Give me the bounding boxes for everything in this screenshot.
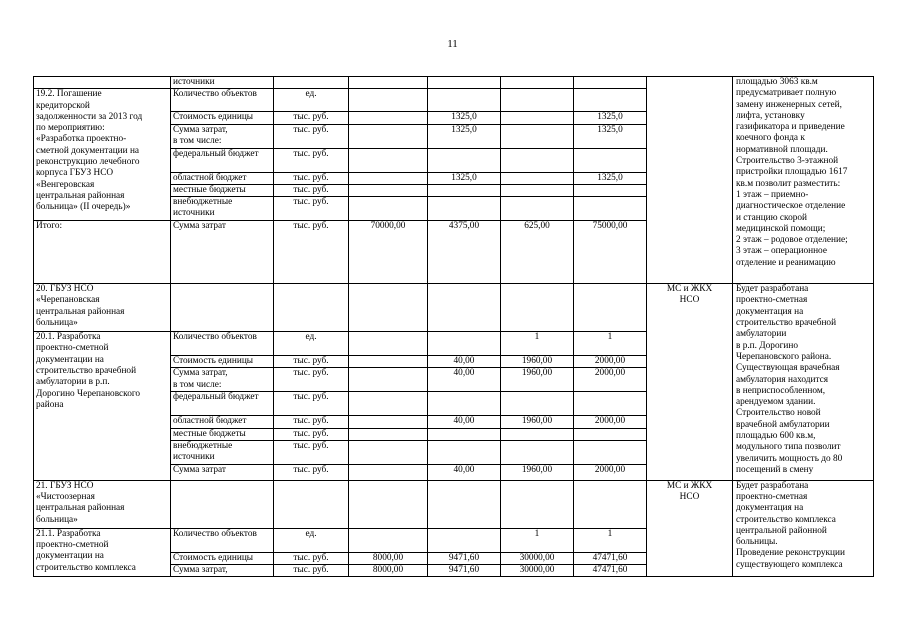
value-cell: 1960,00 xyxy=(501,416,574,428)
value-cell: 1 xyxy=(501,332,574,356)
value-cell: 4375,00 xyxy=(428,221,501,284)
unit-cell: тыс. руб. xyxy=(274,368,349,392)
value-cell: 47471,60 xyxy=(574,552,647,564)
indicator-cell: Сумма затрат, в том числе: xyxy=(171,368,274,392)
value-cell: 2000,00 xyxy=(574,368,647,392)
value-cell: 625,00 xyxy=(501,221,574,284)
value-cell xyxy=(349,480,428,528)
value-cell xyxy=(428,528,501,552)
value-cell xyxy=(349,428,428,440)
table-body xyxy=(34,77,874,577)
value-cell xyxy=(574,89,647,112)
value-cell: 70000,00 xyxy=(349,221,428,284)
executor-cell xyxy=(647,77,733,284)
indicator-cell: Сумма затрат xyxy=(171,221,274,284)
value-cell: 1960,00 xyxy=(501,464,574,480)
indicator-cell: федеральный бюджет xyxy=(171,392,274,416)
value-cell xyxy=(349,528,428,552)
indicator-cell: Количество объектов xyxy=(171,89,274,112)
value-cell: 9471,60 xyxy=(428,564,501,576)
indicator-cell: внебюджетные источники xyxy=(171,197,274,221)
unit-cell: тыс. руб. xyxy=(274,416,349,428)
value-cell: 8000,00 xyxy=(349,564,428,576)
indicator-cell: местные бюджеты xyxy=(171,428,274,440)
unit-cell: тыс. руб. xyxy=(274,441,349,465)
value-cell: 40,00 xyxy=(428,368,501,392)
unit-cell: тыс. руб. xyxy=(274,124,349,148)
description-cell: Будет разработана проектно-сметная документация на строительство врачебной амбулатории в р.п. Дорогино Черепановского района. Существующая врачебная амбулатория находится в неприспособленном, арендуемом здании. Строительство новой врачебной амбулатории площадью 600 кв.м, модульного типа позволит увеличить мощность до 80 посещений в смену xyxy=(733,284,874,480)
unit-cell xyxy=(274,480,349,528)
value-cell xyxy=(501,197,574,221)
description-cell: Будет разработана проектно-сметная документация на строительство комплекса центральной районной больницы. Проведение реконструкции существующего комплекса xyxy=(733,480,874,577)
value-cell xyxy=(349,124,428,148)
value-cell: 1960,00 xyxy=(501,356,574,368)
value-cell xyxy=(501,89,574,112)
value-cell xyxy=(574,77,647,89)
indicator-cell: Стоимость единицы xyxy=(171,552,274,564)
unit-cell: тыс. руб. xyxy=(274,184,349,196)
indicator-cell: Стоимость единицы xyxy=(171,112,274,124)
table-row xyxy=(34,77,874,89)
value-cell: 40,00 xyxy=(428,416,501,428)
indicator-cell: Сумма затрат, в том числе: xyxy=(171,124,274,148)
value-cell xyxy=(349,356,428,368)
value-cell xyxy=(428,441,501,465)
program-table xyxy=(33,76,874,577)
value-cell: 1 xyxy=(574,528,647,552)
unit-cell: ед. xyxy=(274,89,349,112)
unit-cell xyxy=(274,284,349,332)
unit-cell: ед. xyxy=(274,332,349,356)
value-cell: 1960,00 xyxy=(501,368,574,392)
value-cell xyxy=(428,480,501,528)
value-cell: 1325,0 xyxy=(574,112,647,124)
value-cell xyxy=(501,480,574,528)
value-cell xyxy=(349,284,428,332)
executor-cell: МС и ЖКХ НСО xyxy=(647,480,733,577)
value-cell xyxy=(349,77,428,89)
value-cell xyxy=(428,197,501,221)
indicator-cell xyxy=(171,480,274,528)
value-cell: 47471,60 xyxy=(574,564,647,576)
value-cell xyxy=(349,392,428,416)
indicator-cell: источники xyxy=(171,77,274,89)
unit-cell: тыс. руб. xyxy=(274,112,349,124)
indicator-cell: областной бюджет xyxy=(171,172,274,184)
value-cell: 8000,00 xyxy=(349,552,428,564)
value-cell xyxy=(501,184,574,196)
page-number: 11 xyxy=(447,38,458,50)
value-cell: 40,00 xyxy=(428,356,501,368)
activity-name-cell: 21. ГБУЗ НСО «Чистоозерная центральная районная больница» xyxy=(34,480,171,528)
value-cell xyxy=(501,112,574,124)
value-cell xyxy=(349,416,428,428)
value-cell xyxy=(574,197,647,221)
value-cell xyxy=(574,428,647,440)
unit-cell: ед. xyxy=(274,528,349,552)
indicator-cell: Сумма затрат, xyxy=(171,564,274,576)
executor-cell: МС и ЖКХ НСО xyxy=(647,284,733,480)
value-cell xyxy=(349,148,428,172)
indicator-cell: областной бюджет xyxy=(171,416,274,428)
table-row xyxy=(34,284,874,332)
indicator-cell: внебюджетные источники xyxy=(171,441,274,465)
value-cell xyxy=(428,184,501,196)
value-cell: 30000,00 xyxy=(501,564,574,576)
value-cell: 30000,00 xyxy=(501,552,574,564)
unit-cell: тыс. руб. xyxy=(274,356,349,368)
value-cell xyxy=(349,332,428,356)
value-cell: 1325,0 xyxy=(428,172,501,184)
value-cell: 2000,00 xyxy=(574,356,647,368)
unit-cell: тыс. руб. xyxy=(274,392,349,416)
indicator-cell: местные бюджеты xyxy=(171,184,274,196)
value-cell xyxy=(501,392,574,416)
unit-cell: тыс. руб. xyxy=(274,221,349,284)
value-cell: 1 xyxy=(574,332,647,356)
value-cell: 1325,0 xyxy=(574,124,647,148)
value-cell xyxy=(501,124,574,148)
table-row xyxy=(34,480,874,528)
indicator-cell: Сумма затрат xyxy=(171,464,274,480)
value-cell xyxy=(574,148,647,172)
value-cell xyxy=(349,184,428,196)
indicator-cell: Количество объектов xyxy=(171,528,274,552)
value-cell: 1 xyxy=(501,528,574,552)
activity-name-cell: 19.2. Погашение кредиторской задолженности за 2013 год по мероприятию: «Разработка проектно- сметной документации на реконструкцию лечебного корпуса ГБУЗ НСО «Венгеровская центральная районная больница» (II очередь)» xyxy=(34,89,171,221)
value-cell xyxy=(574,184,647,196)
value-cell xyxy=(349,464,428,480)
unit-cell: тыс. руб. xyxy=(274,564,349,576)
value-cell xyxy=(428,428,501,440)
value-cell: 1325,0 xyxy=(428,124,501,148)
unit-cell xyxy=(274,77,349,89)
value-cell xyxy=(428,77,501,89)
value-cell xyxy=(349,172,428,184)
unit-cell: тыс. руб. xyxy=(274,428,349,440)
value-cell xyxy=(349,89,428,112)
unit-cell: тыс. руб. xyxy=(274,148,349,172)
unit-cell: тыс. руб. xyxy=(274,552,349,564)
value-cell: 2000,00 xyxy=(574,464,647,480)
value-cell xyxy=(501,172,574,184)
value-cell: 2000,00 xyxy=(574,416,647,428)
value-cell xyxy=(574,284,647,332)
value-cell xyxy=(349,368,428,392)
value-cell xyxy=(428,148,501,172)
value-cell xyxy=(349,112,428,124)
unit-cell: тыс. руб. xyxy=(274,172,349,184)
value-cell xyxy=(501,148,574,172)
unit-cell: тыс. руб. xyxy=(274,464,349,480)
value-cell xyxy=(349,441,428,465)
indicator-cell: Количество объектов xyxy=(171,332,274,356)
value-cell xyxy=(501,441,574,465)
indicator-cell: Стоимость единицы xyxy=(171,356,274,368)
indicator-cell: федеральный бюджет xyxy=(171,148,274,172)
indicator-cell xyxy=(171,284,274,332)
value-cell xyxy=(501,284,574,332)
value-cell xyxy=(428,392,501,416)
value-cell: 1325,0 xyxy=(428,112,501,124)
value-cell: 40,00 xyxy=(428,464,501,480)
value-cell xyxy=(574,392,647,416)
description-cell: площадью 3063 кв.м предусматривает полную замену инженерных сетей, лифта, установку газификатора и приведение коечного фонда к нормативной площади. Строительство 3-этажной пристройки площадью 1617 кв.м позволит разместить: 1 этаж – приемно- диагностическое отделение и станцию скорой медицинской помощи; 2 этаж – родовое отделение; 3 этаж – операционное отделение и реанимацию xyxy=(733,77,874,284)
activity-name-cell: Итого: xyxy=(34,221,171,284)
activity-name-cell: 21.1. Разработка проектно-сметной документации на строительство комплекса xyxy=(34,528,171,577)
value-cell: 9471,60 xyxy=(428,552,501,564)
value-cell xyxy=(428,284,501,332)
unit-cell: тыс. руб. xyxy=(274,197,349,221)
value-cell xyxy=(501,77,574,89)
value-cell xyxy=(428,89,501,112)
activity-name-cell: 20.1. Разработка проектно-сметной документации на строительство врачебной амбулатории в р.п. Дорогино Черепановского района xyxy=(34,332,171,480)
value-cell xyxy=(574,441,647,465)
value-cell: 1325,0 xyxy=(574,172,647,184)
value-cell xyxy=(349,197,428,221)
value-cell xyxy=(501,428,574,440)
activity-name-cell: 20. ГБУЗ НСО «Черепановская центральная районная больница» xyxy=(34,284,171,332)
value-cell: 75000,00 xyxy=(574,221,647,284)
value-cell xyxy=(428,332,501,356)
value-cell xyxy=(574,480,647,528)
activity-name-cell xyxy=(34,77,171,89)
